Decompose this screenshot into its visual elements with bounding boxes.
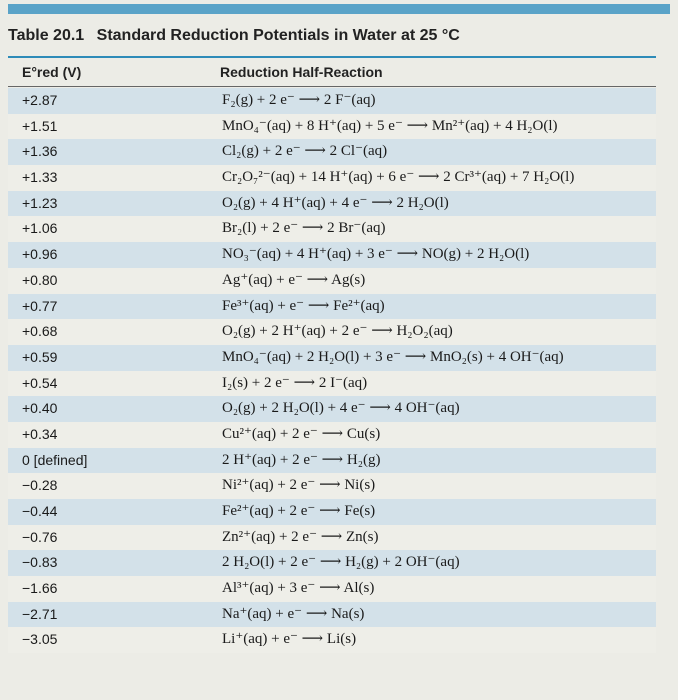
- potential-value: 0 [defined]: [22, 451, 88, 468]
- table-row: [8, 627, 656, 653]
- half-reaction: Ni²⁺(aq) + 2 e⁻ ⟶ Ni(s): [222, 477, 376, 494]
- table-row: [8, 345, 656, 371]
- half-reaction: 2 H₂O(l) + 2 e⁻ ⟶ H₂(g) + 2 OH⁻(aq): [222, 554, 460, 571]
- potential-value: −0.76: [22, 528, 58, 545]
- potential-value: −1.66: [22, 580, 58, 597]
- header-reaction: Reduction Half-Reaction: [220, 64, 383, 80]
- potential-value: +1.23: [22, 194, 58, 211]
- half-reaction: Al³⁺(aq) + 3 e⁻ ⟶ Al(s): [222, 580, 375, 597]
- half-reaction: O₂(g) + 2 H⁺(aq) + 2 e⁻ ⟶ H₂O₂(aq): [222, 323, 453, 340]
- half-reaction: NO₃⁻(aq) + 4 H⁺(aq) + 3 e⁻ ⟶ NO(g) + 2 H₂O(l): [222, 246, 530, 263]
- potential-value: +0.59: [22, 348, 58, 365]
- half-reaction: Ag⁺(aq) + e⁻ ⟶ Ag(s): [222, 271, 366, 288]
- table-row: [8, 422, 656, 448]
- potential-value: −0.28: [22, 477, 58, 494]
- table-row: [8, 268, 656, 294]
- table-row: [8, 371, 656, 397]
- top-accent-bar: [8, 4, 670, 14]
- potential-value: −0.44: [22, 503, 58, 519]
- potential-value: −3.05: [22, 631, 58, 648]
- potential-value: +0.96: [22, 246, 58, 263]
- table-number: Table 20.1: [8, 27, 85, 44]
- potential-value: +1.33: [22, 169, 58, 186]
- potential-value: −0.83: [22, 554, 58, 571]
- half-reaction: Fe²⁺(aq) + 2 e⁻ ⟶ Fe(s): [222, 503, 376, 519]
- half-reaction: I₂(s) + 2 e⁻ ⟶ 2 I⁻(aq): [222, 374, 368, 391]
- table-row: [8, 139, 656, 165]
- table-row: [8, 602, 656, 628]
- half-reaction: MnO₄⁻(aq) + 8 H⁺(aq) + 5 e⁻ ⟶ Mn²⁺(aq) + 4 H₂O(l): [222, 117, 558, 134]
- potential-value: +0.54: [22, 374, 58, 391]
- table-header: [8, 60, 656, 86]
- half-reaction: 2 H⁺(aq) + 2 e⁻ ⟶ H₂(g): [222, 451, 381, 468]
- potential-value: +0.80: [22, 271, 58, 288]
- half-reaction: Cu²⁺(aq) + 2 e⁻ ⟶ Cu(s): [222, 425, 381, 442]
- half-reaction: Br₂(l) + 2 e⁻ ⟶ 2 Br⁻(aq): [222, 220, 386, 237]
- table-row: [8, 576, 656, 602]
- table-row: [8, 396, 656, 422]
- half-reaction: Li⁺(aq) + e⁻ ⟶ Li(s): [222, 631, 357, 648]
- header-rule: [8, 86, 656, 87]
- table-row: [8, 499, 656, 525]
- table-row: [8, 165, 656, 191]
- potential-value: +2.87: [22, 92, 58, 108]
- table-row: [8, 191, 656, 217]
- potential-value: −2.71: [22, 605, 58, 622]
- table-row: [8, 525, 656, 551]
- table-row: [8, 242, 656, 268]
- table-body: [8, 88, 656, 653]
- potential-value: +0.68: [22, 323, 58, 340]
- table-row: [8, 473, 656, 499]
- table-row: [8, 216, 656, 242]
- half-reaction: O₂(g) + 2 H₂O(l) + 4 e⁻ ⟶ 4 OH⁻(aq): [222, 400, 460, 417]
- potential-value: +1.51: [22, 117, 58, 134]
- half-reaction: Na⁺(aq) + e⁻ ⟶ Na(s): [222, 605, 365, 622]
- header-potential: E°red (V): [22, 64, 82, 80]
- table-row: [8, 294, 656, 320]
- half-reaction: Cr₂O₇²⁻(aq) + 14 H⁺(aq) + 6 e⁻ ⟶ 2 Cr³⁺(aq) + 7 H₂O(l): [222, 169, 575, 186]
- half-reaction: Zn²⁺(aq) + 2 e⁻ ⟶ Zn(s): [222, 528, 379, 545]
- half-reaction: O₂(g) + 4 H⁺(aq) + 4 e⁻ ⟶ 2 H₂O(l): [222, 194, 449, 211]
- potential-value: +1.06: [22, 220, 58, 237]
- table-title-text: Standard Reduction Potentials in Water at 25 °C: [96, 27, 460, 44]
- table-row: [8, 88, 656, 114]
- half-reaction: Cl₂(g) + 2 e⁻ ⟶ 2 Cl⁻(aq): [222, 143, 388, 160]
- table-title: [8, 27, 648, 53]
- table-row: [8, 319, 656, 345]
- title-rule: [8, 56, 656, 58]
- potential-value: +0.77: [22, 297, 58, 314]
- half-reaction: MnO₄⁻(aq) + 2 H₂O(l) + 3 e⁻ ⟶ MnO₂(s) + 4 OH⁻(aq): [222, 348, 564, 365]
- table-row: [8, 448, 656, 474]
- potential-value: +0.34: [22, 425, 58, 442]
- table-row: [8, 550, 656, 576]
- half-reaction: Fe³⁺(aq) + e⁻ ⟶ Fe²⁺(aq): [222, 297, 385, 314]
- half-reaction: F₂(g) + 2 e⁻ ⟶ 2 F⁻(aq): [222, 92, 376, 108]
- table-row: [8, 114, 656, 140]
- potential-value: +0.40: [22, 400, 58, 417]
- potential-value: +1.36: [22, 143, 58, 160]
